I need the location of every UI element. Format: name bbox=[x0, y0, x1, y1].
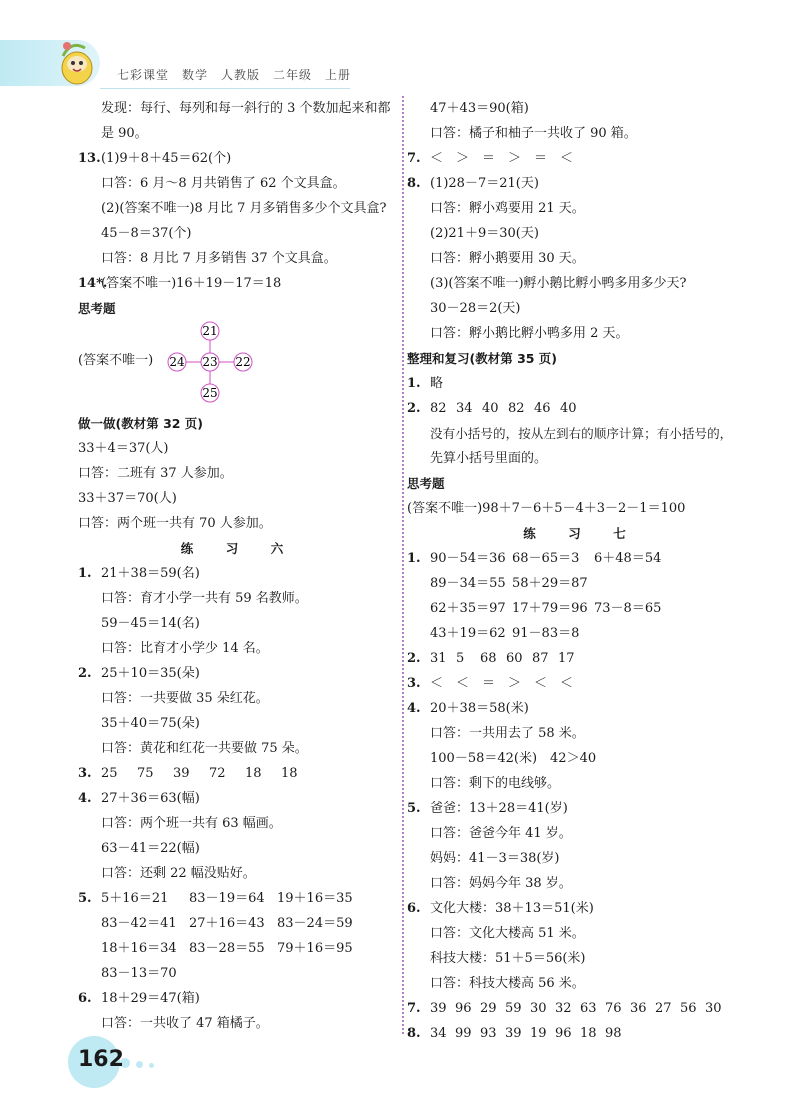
text-line: 发现：每行、每列和每一斜行的 3 个数加起来和都 bbox=[101, 101, 391, 116]
value-cell: 18 bbox=[580, 1026, 597, 1041]
question-number: 5. bbox=[78, 891, 92, 906]
answer-line: 35＋40＝75(朵) bbox=[101, 716, 200, 731]
equation-cell: 83－42＝41 bbox=[101, 916, 177, 931]
value-cell: 40 bbox=[482, 401, 499, 416]
answer-line: ＜ ＞ ＝ ＞ ＝ ＜ bbox=[430, 151, 574, 166]
equation-cell: 79＋16＝95 bbox=[277, 941, 353, 956]
answer-line: 21＋38＝59(名) bbox=[101, 566, 200, 581]
answer-line: 口答：橘子和柚子一共收了 90 箱。 bbox=[430, 126, 637, 141]
section-heading: 思考题 bbox=[407, 476, 445, 491]
section-heading: 思考题 bbox=[78, 301, 116, 316]
value-cell: 5 bbox=[456, 651, 465, 666]
text-line: 是 90。 bbox=[101, 126, 148, 141]
equation-cell: 83－24＝59 bbox=[277, 916, 353, 931]
equation-cell: 73－8＝65 bbox=[594, 601, 662, 616]
equation-cell: 18＋16＝34 bbox=[101, 941, 177, 956]
equation-cell: 17＋79＝96 bbox=[512, 601, 588, 616]
value-cell: 59 bbox=[505, 1001, 522, 1016]
section-heading: 做一做(教材第 32 页) bbox=[78, 416, 204, 431]
value-cell: 17 bbox=[558, 651, 575, 666]
decor-dot bbox=[149, 1063, 154, 1068]
equation-cell: 6＋48＝54 bbox=[594, 551, 662, 566]
question-number: 6. bbox=[407, 901, 421, 916]
answer-line: 27＋36＝63(幅) bbox=[101, 791, 200, 806]
puzzle-right: 22 bbox=[235, 355, 251, 369]
equation-cell: 83－19＝64 bbox=[189, 891, 265, 906]
column-divider bbox=[402, 96, 404, 1034]
puzzle-bottom: 25 bbox=[202, 386, 218, 400]
answer-line: 口答：两个班一共有 63 幅画。 bbox=[101, 816, 282, 831]
answer-line: (答案不唯一)16＋19－17＝18 bbox=[101, 276, 282, 291]
question-number: 1. bbox=[407, 551, 421, 566]
equation-cell: 5＋16＝21 bbox=[101, 891, 169, 906]
question-number: 2. bbox=[407, 401, 421, 416]
value-cell: 46 bbox=[534, 401, 551, 416]
value-cell: 82 bbox=[430, 401, 447, 416]
answer-line: 47＋43＝90(箱) bbox=[430, 101, 529, 116]
header-title: 七彩课堂 数学 人教版 二年级 上册 bbox=[117, 68, 352, 82]
value-cell: 40 bbox=[560, 401, 577, 416]
answer-line: 先算小括号里面的。 bbox=[430, 451, 548, 466]
answer-line: (2)21＋9＝30(天) bbox=[430, 226, 539, 241]
value-cell: 72 bbox=[209, 766, 226, 781]
answer-line: 口答：孵小鹅比孵小鸭多用 2 天。 bbox=[430, 326, 629, 341]
answer-line: 爸爸：13＋28＝41(岁) bbox=[430, 801, 568, 816]
answer-line: (1)9＋8＋45＝62(个) bbox=[101, 151, 232, 166]
question-number: 3. bbox=[407, 676, 421, 691]
question-number: 3. bbox=[78, 766, 92, 781]
puzzle-top: 21 bbox=[202, 324, 218, 338]
puzzle-label: (答案不唯一) bbox=[78, 353, 154, 368]
answer-line: 口答：孵小鸡要用 21 天。 bbox=[430, 201, 585, 216]
answer-line: 没有小括号的，按从左到右的顺序计算；有小括号的， bbox=[430, 426, 733, 441]
value-cell: 36 bbox=[630, 1001, 647, 1016]
value-cell: 18 bbox=[281, 766, 298, 781]
value-cell: 56 bbox=[680, 1001, 697, 1016]
answer-line: 45－8＝37(个) bbox=[101, 226, 192, 241]
answer-line: 口答：文化大楼高 51 米。 bbox=[430, 926, 585, 941]
equation-cell: 43＋19＝62 bbox=[430, 626, 506, 641]
mascot-icon bbox=[55, 38, 99, 86]
question-number: 4. bbox=[407, 701, 421, 716]
puzzle-diagram bbox=[166, 321, 266, 403]
equation-cell: 19＋16＝35 bbox=[277, 891, 353, 906]
answer-line: 30－28＝2(天) bbox=[430, 301, 521, 316]
answer-line: 18＋29＝47(箱) bbox=[101, 991, 200, 1006]
answer-line: (2)(答案不唯一)8 月比 7 月多销售多少个文具盒? bbox=[101, 201, 387, 216]
answer-line: 口答：妈妈今年 38 岁。 bbox=[430, 876, 572, 891]
answer-line: 63－41＝22(幅) bbox=[101, 841, 200, 856]
answer-line: (3)(答案不唯一)孵小鹅比孵小鸭多用多少天? bbox=[430, 276, 687, 291]
left-column bbox=[78, 96, 396, 1036]
value-cell: 25 bbox=[101, 766, 118, 781]
exercise-heading: 练 习 六 bbox=[180, 541, 294, 556]
answer-line: 口答：育才小学一共有 59 名教师。 bbox=[101, 591, 308, 606]
answer-line: 20＋38＝58(米) bbox=[430, 701, 529, 716]
value-cell: 98 bbox=[605, 1026, 622, 1041]
question-number: 5. bbox=[407, 801, 421, 816]
number-cross-puzzle bbox=[78, 321, 396, 403]
equation-cell: 62＋35＝97 bbox=[430, 601, 506, 616]
value-cell: 93 bbox=[480, 1026, 497, 1041]
answer-line: 口答：黄花和红花一共要做 75 朵。 bbox=[101, 741, 308, 756]
answer-line: 口答：还剩 22 幅没贴好。 bbox=[101, 866, 256, 881]
value-cell: 34 bbox=[430, 1026, 447, 1041]
value-cell: 39 bbox=[173, 766, 190, 781]
question-number: 1. bbox=[78, 566, 92, 581]
question-number: 6. bbox=[78, 991, 92, 1006]
answer-line: 口答：爸爸今年 41 岁。 bbox=[430, 826, 572, 841]
value-cell: 60 bbox=[506, 651, 523, 666]
value-cell: 96 bbox=[555, 1026, 572, 1041]
value-cell: 68 bbox=[480, 651, 497, 666]
answer-line: (1)28－7＝21(天) bbox=[430, 176, 539, 191]
puzzle-center: 23 bbox=[202, 355, 218, 369]
answer-line: 口答：8 月比 7 月多销售 37 个文具盒。 bbox=[101, 251, 337, 266]
answer-line: 口答：一共要做 35 朵红花。 bbox=[101, 691, 269, 706]
question-number: 13. bbox=[78, 151, 101, 166]
answer-line: 口答：二班有 37 人参加。 bbox=[78, 466, 233, 481]
puzzle-left: 24 bbox=[169, 355, 185, 369]
answer-line: 33＋37＝70(人) bbox=[78, 491, 177, 506]
value-cell: 29 bbox=[480, 1001, 497, 1016]
value-cell: 30 bbox=[530, 1001, 547, 1016]
equation-cell: 89－34＝55 bbox=[430, 576, 506, 591]
decor-dot bbox=[136, 1061, 143, 1068]
answer-line: 科技大楼：51＋5＝56(米) bbox=[430, 951, 586, 966]
answer-line: 33＋4＝37(人) bbox=[78, 441, 169, 456]
answer-line: 妈妈：41－3＝38(岁) bbox=[430, 851, 560, 866]
value-cell: 32 bbox=[555, 1001, 572, 1016]
value-cell: 99 bbox=[455, 1026, 472, 1041]
answer-line: 口答：6 月～8 月共销售了 62 个文具盒。 bbox=[101, 176, 346, 191]
value-cell: 87 bbox=[532, 651, 549, 666]
value-cell: 34 bbox=[456, 401, 473, 416]
answer-line: 口答：一共用去了 58 米。 bbox=[430, 726, 585, 741]
value-cell: 75 bbox=[137, 766, 154, 781]
equation-cell: 83－28＝55 bbox=[189, 941, 265, 956]
question-number: 1. bbox=[407, 376, 421, 391]
value-cell: 96 bbox=[455, 1001, 472, 1016]
value-cell: 19 bbox=[530, 1026, 547, 1041]
value-cell: 63 bbox=[580, 1001, 597, 1016]
answer-line: 口答：一共收了 47 箱橘子。 bbox=[101, 1016, 269, 1031]
equation-cell: 58＋29＝87 bbox=[512, 576, 588, 591]
equation-cell: 91－83＝8 bbox=[512, 626, 580, 641]
answer-line: 25＋10＝35(朵) bbox=[101, 666, 200, 681]
equation-cell: 83－13＝70 bbox=[101, 966, 177, 981]
question-number: 8. bbox=[407, 1026, 421, 1041]
question-number: 2. bbox=[78, 666, 92, 681]
answer-line: 口答：两个班一共有 70 人参加。 bbox=[78, 516, 272, 531]
value-cell: 39 bbox=[430, 1001, 447, 1016]
answer-line: 文化大楼：38＋13＝51(米) bbox=[430, 901, 594, 916]
question-number: 8. bbox=[407, 176, 421, 191]
answer-line: 口答：剩下的电线够。 bbox=[430, 776, 561, 791]
section-heading: 整理和复习(教材第 35 页) bbox=[407, 351, 558, 366]
exercise-heading: 练 习 七 bbox=[523, 526, 636, 541]
question-number: 4. bbox=[78, 791, 92, 806]
value-cell: 31 bbox=[430, 651, 447, 666]
answer-line: (答案不唯一)98＋7－6＋5－4＋3－2－1＝100 bbox=[407, 501, 686, 516]
value-cell: 27 bbox=[655, 1001, 672, 1016]
answer-line: 口答：科技大楼高 56 米。 bbox=[430, 976, 585, 991]
question-number: 7. bbox=[407, 151, 421, 166]
value-cell: 39 bbox=[505, 1026, 522, 1041]
question-number: 2. bbox=[407, 651, 421, 666]
equation-cell: 68－65＝3 bbox=[512, 551, 580, 566]
answer-line: 100－58＝42(米) 42＞40 bbox=[430, 751, 597, 766]
answer-line: 略 bbox=[430, 376, 444, 391]
equation-cell: 27＋16＝43 bbox=[189, 916, 265, 931]
question-number: 14*. bbox=[78, 276, 108, 291]
value-cell: 18 bbox=[245, 766, 262, 781]
right-column bbox=[407, 96, 752, 1046]
value-cell: 76 bbox=[605, 1001, 622, 1016]
answer-line: 口答：孵小鹅要用 30 天。 bbox=[430, 251, 585, 266]
equation-cell: 90－54＝36 bbox=[430, 551, 506, 566]
header-rule bbox=[100, 88, 350, 89]
question-number: 7. bbox=[407, 1001, 421, 1016]
answer-line: 口答：比育才小学少 14 名。 bbox=[101, 641, 269, 656]
value-cell: 82 bbox=[508, 401, 525, 416]
answer-line: 59－45＝14(名) bbox=[101, 616, 200, 631]
value-cell: 30 bbox=[705, 1001, 722, 1016]
page-number: 162 bbox=[78, 1047, 124, 1072]
answer-line: ＜ ＜ ＝ ＞ ＜ ＜ bbox=[430, 676, 574, 691]
